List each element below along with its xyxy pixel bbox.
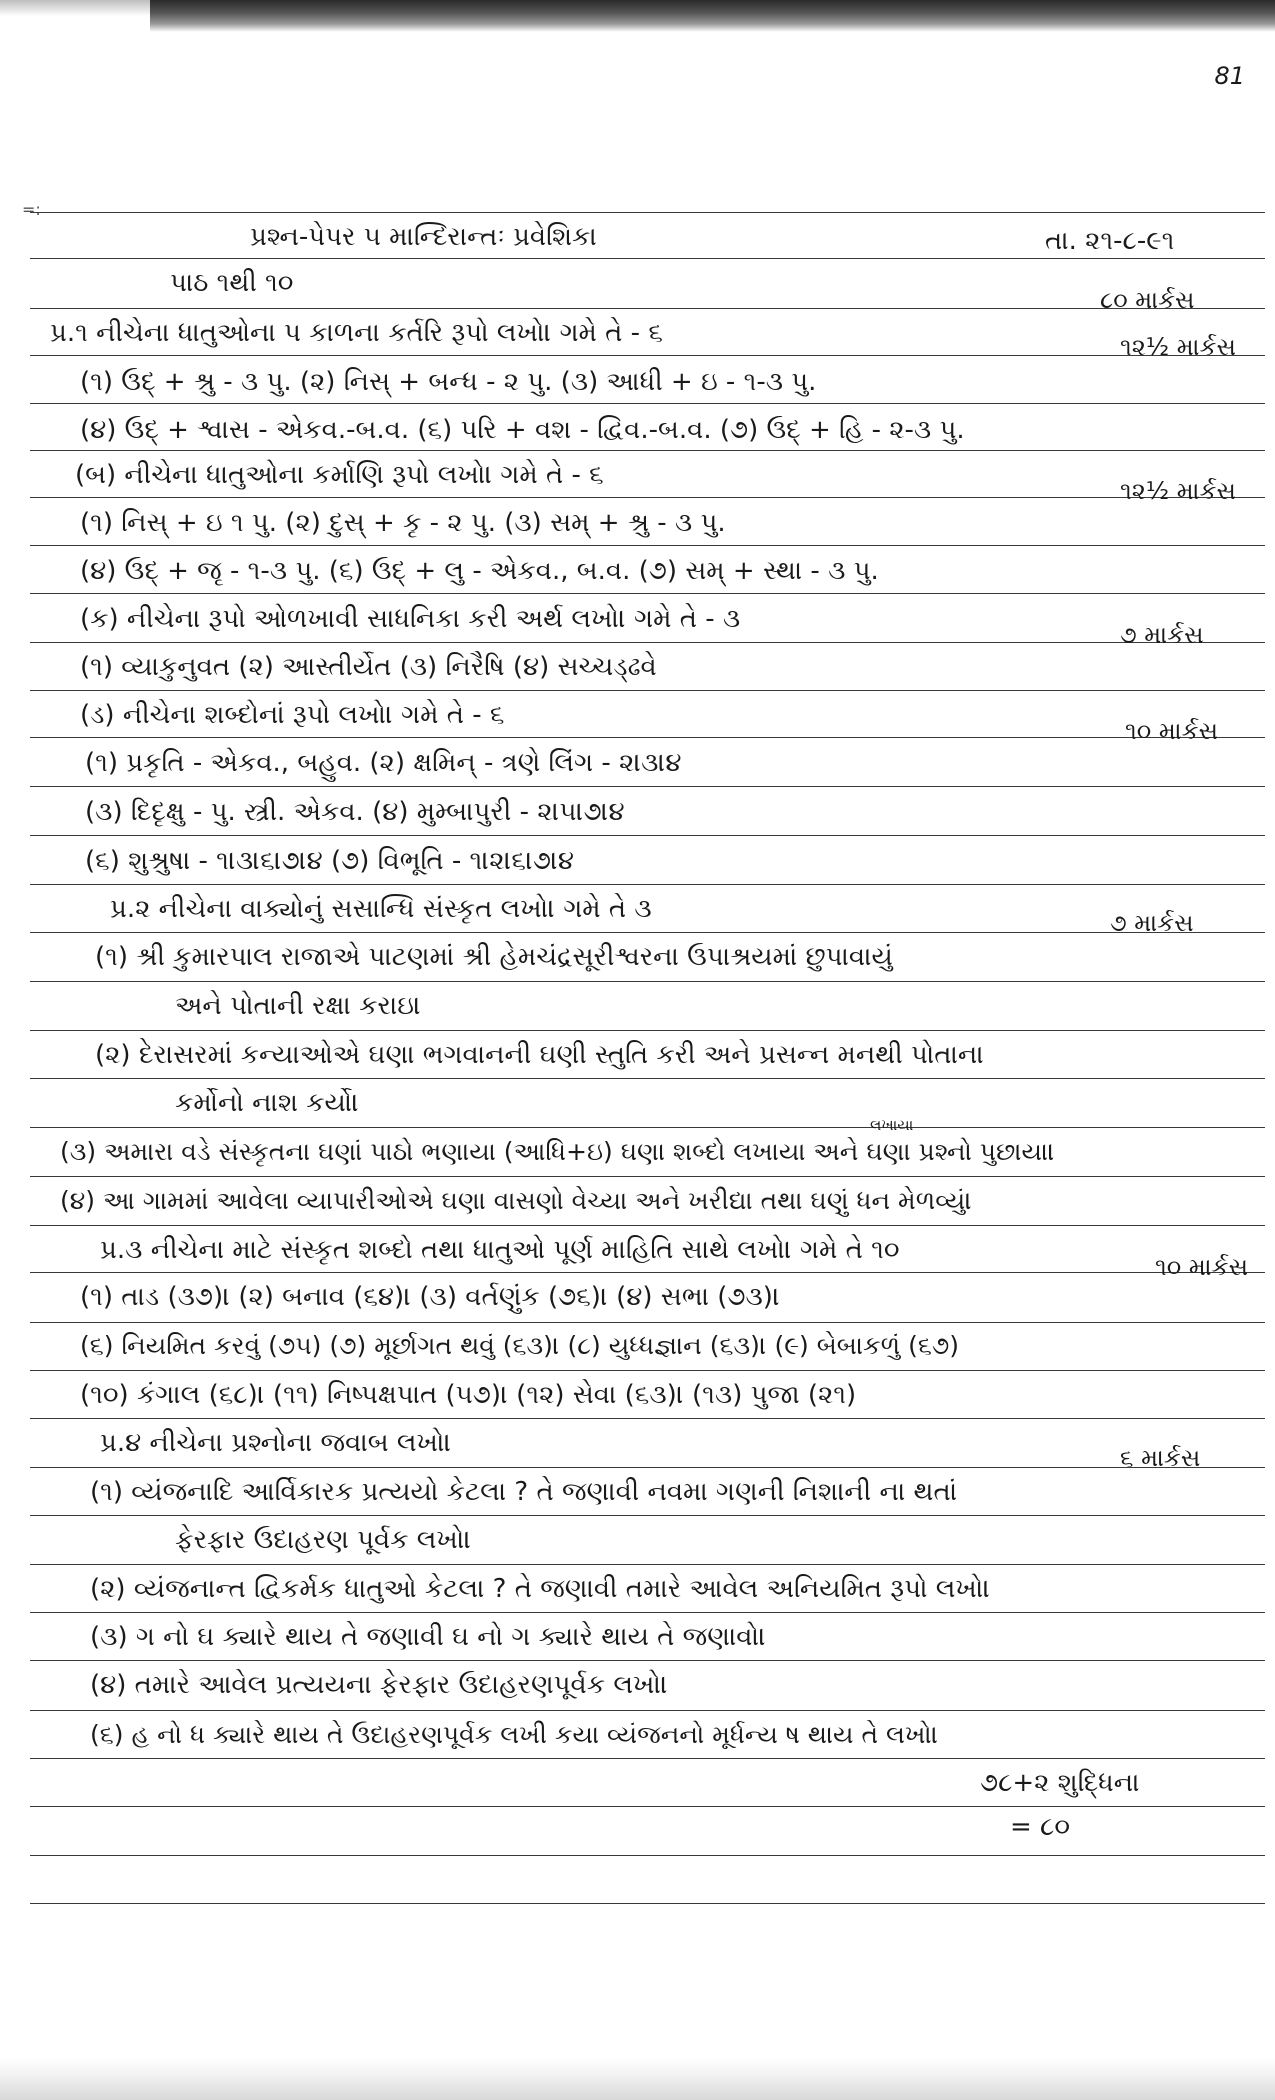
question-line: (ડ) નીચેના શબ્દોનાં રૂપો લખો। ગમે તે - ૬ <box>80 700 505 730</box>
question-marks: ૬ માર્કસ <box>1120 1444 1201 1472</box>
question-line: (૪) ઉદ્ + જૃ - ૧-૩ પુ. (૬) ઉદ્ + લુ - એકવ., બ.વ. (૭) સમ્ + સ્થા - ૩ પુ. <box>80 556 879 586</box>
question-line: (૧) વ્યંજનાદિ આર્વિકારક પ્રત્યયો કેટલા ? તે જણાવી નવમા ગણની નિશાની ના થતાં <box>90 1477 958 1507</box>
question-line: (૪) આ ગામમાં આવેલા વ્યાપારીઓએ ઘણા વાસણો વેચ્યા અને ખરીદ્યા તથા ઘણું ધન મેળવ્યું। <box>60 1186 972 1215</box>
lesson-range: પાઠ ૧થી ૧૦ <box>170 268 294 298</box>
question-line: (૧) શ્રી કુમારપાલ રાજાએ પાટણમાં શ્રી હેમચંદ્રસૂરીશ્વરના ઉપાશ્રયમાં છુપાવાયું <box>95 942 893 972</box>
question-line: (૩) અમારા વડે સંસ્કૃતના ઘણાં પાઠો ભણાયા (આધિ+ઇ) ઘણા શબ્દો લખાયા અને ઘણા પ્રશ્નો પુછાયા। <box>60 1137 1055 1166</box>
question-line: (૪) ઉદ્ + શ્વાસ - એકવ.-બ.વ. (૬) પરિ + વશ - દ્વિવ.-બ.વ. (૭) ઉદ્ + હિ - ૨-૩ પુ. <box>80 415 965 445</box>
question-marks: ૧૦ માર્કસ <box>1125 717 1219 745</box>
margin-mark: =: <box>22 200 41 219</box>
question-marks: ૧૦ માર્કસ <box>1155 1253 1249 1281</box>
scan-edge-bottom <box>0 2058 1275 2100</box>
question-marks: ૧૨½ માર્કસ <box>1120 477 1236 505</box>
question-line: અને પોતાની રક્ષા કરાઇ। <box>175 991 421 1021</box>
question-line: પ્ર.૨ નીચેના વાક્યોનું સસાન્ધિ સંસ્કૃત લખો। ગમે તે ૩ <box>110 894 652 924</box>
paper-title: પ્રશ્ન-પેપર ૫ માન્દિરાન્તઃ પ્રવેશિકા <box>250 222 597 252</box>
page-number: 81 <box>1214 62 1245 90</box>
question-line: (૧) નિસ્ + ઇ ૧ પુ. (૨) દુસ્ + કૃ - ૨ પુ. (૩) સમ્ + શ્રુ - ૩ પુ. <box>80 508 726 538</box>
question-line: (૨) દેરાસરમાં કન્યાઓએ ઘણા ભગવાનની ઘણી સ્તુતિ કરી અને પ્રસન્ન મનથી પોતાના <box>95 1040 984 1070</box>
question-line: (૬) હ નો ધ ક્યારે થાય તે ઉદાહરણપૂર્વક લખી કયા વ્યંજનનો મૂર્ધન્ય ષ થાય તે લખો। <box>90 1720 939 1749</box>
question-line: (૬) શુશ્રુષા - ૧।૩।૬।૭।૪ (૭) વિભૂતિ - ૧।૨।૬।૭।૪ <box>85 846 575 876</box>
question-line: (૨) વ્યંજનાન્ત દ્વિકર્મક ધાતુઓ કેટલા ? તે જણાવી તમારે આવેલ અનિયમિત રૂપો લખો। <box>90 1574 991 1604</box>
marks-total-sum: = ૮૦ <box>1010 1812 1071 1842</box>
question-line: (૬) નિયમિત કરવું (૭૫) (૭) મૂર્છાગત થવું (૬૩)। (૮) યુધ્ધજ્ઞાન (૬૩)। (૯) બેબાકળું (૬૭) <box>80 1331 959 1360</box>
question-line: (૧) તાડ (૩૭)। (૨) બનાવ (૬૪)। (૩) વર્તણુંક (૭૬)। (૪) સભા (૭૩)। <box>80 1282 780 1312</box>
question-line: (૩) દિદૃક્ષુ - પુ. સ્ત્રી. એકવ. (૪) મુમ્બાપુરી - ૨।૫।૭।૪ <box>85 797 625 827</box>
question-line: (૩) ગ નો ઘ ક્યારે થાય તે જણાવી ઘ નો ગ ક્યારે થાય તે જણાવો। <box>90 1622 766 1652</box>
question-line: ફેરફાર ઉદાહરણ પૂર્વક લખો। <box>175 1525 472 1555</box>
paper-date: તા. ૨૧-૮-૯૧ <box>1045 226 1175 256</box>
question-line: પ્ર.૧ નીચેના ધાતુઓના પ કાળના કર્તરિ રૂપો લખો। ગમે તે - ૬ <box>50 318 663 348</box>
question-line: પ્ર.૩ નીચેના માટે સંસ્કૃત શબ્દો તથા ધાતુઓ પૂર્ણ માહિતિ સાથે લખો। ગમે તે ૧૦ <box>100 1235 900 1265</box>
question-line: (૪) તમારે આવેલ પ્રત્યયના ફેરફાર ઉદાહરણપૂર્વક લખો। <box>90 1670 668 1700</box>
question-line: (ક) નીચેના રૂપો ઓળખાવી સાધનિકા કરી અર્થ લખો। ગમે તે - ૩ <box>80 604 741 634</box>
marks-total-line: ૭૮+૨ શુદ્ધિના <box>980 1768 1140 1798</box>
question-line: કર્મોનો નાશ કર્યો। <box>175 1088 359 1118</box>
question-line: પ્ર.૪ નીચેના પ્રશ્નોના જવાબ લખો। <box>100 1428 452 1458</box>
question-line: (૧) વ્યાકુનુવત (૨) આસ્તીર્યેત (૩) નિરૈષિ (૪) સચ્ચડ્ઢવે <box>80 652 657 682</box>
question-marks: ૭ માર્કસ <box>1120 621 1204 649</box>
question-line: (૧) પ્રકૃતિ - એકવ., બહુવ. (૨) ક્ષમિન્ - ત્રણે લિંગ - ૨।૩।૪ <box>85 748 682 778</box>
question-line: (૧) ઉદ્ + શ્રુ - ૩ પુ. (૨) નિસ્ + બન્ધ - ૨ પુ. (૩) આધી + ઇ - ૧-૩ પુ. <box>80 367 817 397</box>
scan-edge-top <box>150 0 1275 32</box>
question-marks: ૧૨½ માર્કસ <box>1120 333 1236 361</box>
question-marks: ૭ માર્કસ <box>1110 909 1194 937</box>
scan-edge-top-left <box>0 0 150 16</box>
total-marks: ૮૦ માર્કસ <box>1100 286 1195 314</box>
insert-note: લખાયા <box>870 1116 914 1134</box>
question-line: (૧૦) કંગાલ (૬૮)। (૧૧) નિષ્પક્ષપાત (૫૭)। (૧૨) સેવા (૬૩)। (૧૩) પુજા (૨૧) <box>80 1380 857 1410</box>
question-line: (બ) નીચેના ધાતુઓના કર્માણિ રૂપો લખો। ગમે તે - ૬ <box>75 460 604 490</box>
